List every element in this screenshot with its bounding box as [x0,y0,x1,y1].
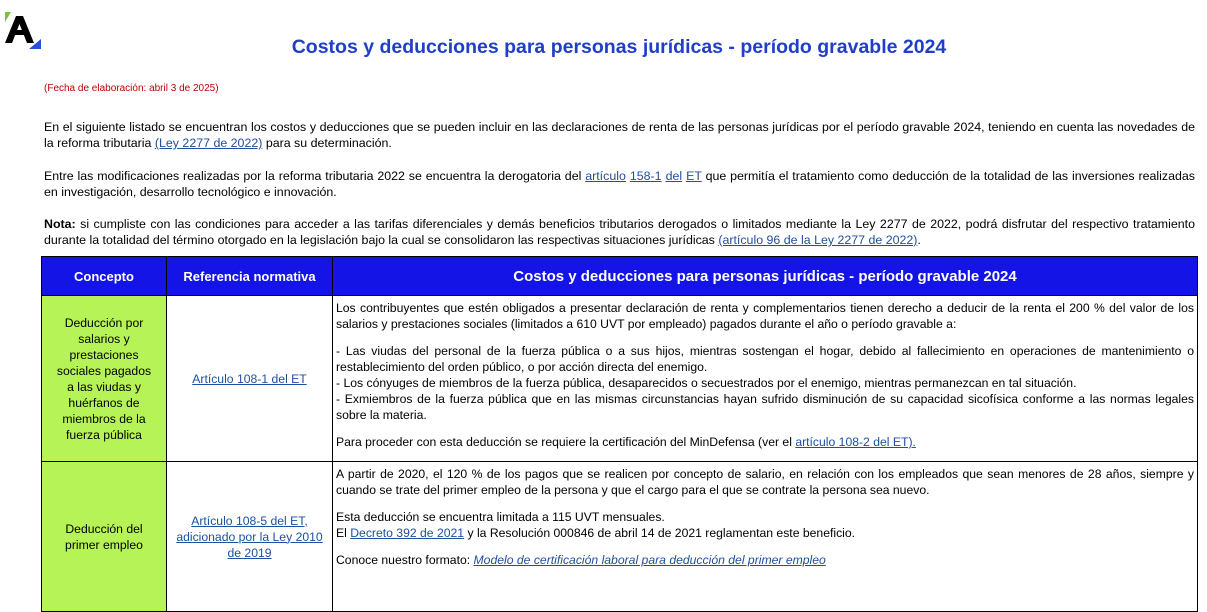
articulo-108-2-link[interactable]: artículo 108-2 del ET). [795,435,916,449]
decreto-392-link[interactable]: Decreto 392 de 2021 [350,526,465,540]
articulo-link[interactable]: artículo [585,169,626,183]
description-text: Esta deducción se encuentra limitada a 115 UVT mensuales. [336,510,665,524]
note-label: Nota: [44,217,76,231]
bullet-text: - Exmiembros de la fuerza pública que en las mismas circunstancias hayan sufrido disminución de su capacidad sicofísica conforme a las normas legales sobre la materia. [336,392,1194,422]
intro-text: que permitía el tratamiento como deducción de la totalidad de las inversiones realizadas en investigación, desarrollo tecnológico e innovación. [44,169,1195,199]
description-text [336,434,1194,450]
intro-text: para su determinación. [265,136,392,150]
bullet-text: - Los cónyuges de miembros de la fuerza pública, desaparecidos o secuestrados por el enemigo, mientras permanezcan en tal situación. [336,376,1077,390]
intro-text: si cumpliste con las condiciones para acceder a las tarifas diferenciales y demás beneficios tributarios derogados o limitados mediante la Ley 2277 de 2022, podrá disfrutar del respectivo tratamiento durante la totalidad del término otorgado en la legislación bajo la cual se consolidaron las respectivas situaciones jurídicas [44,217,1195,247]
bullet-text: - Las viudas del personal de la fuerza pública o a sus hijos, mientras sostengan el hogar, debido al fallecimiento en operaciones de mantenimiento o restablecimiento del orden público, o por acción directa del enemigo. [336,344,1194,374]
reference-cell [167,462,333,612]
header-concepto: Concepto [42,257,167,296]
concept-cell: Deducción del primer empleo [42,462,167,612]
header-referencia: Referencia normativa [167,257,333,296]
table-row [42,462,1198,612]
description-text: y la Resolución 000846 de abril 14 de 2021 reglamentan este beneficio. [467,526,856,540]
deductions-table [41,256,1198,612]
description-text [336,552,1194,568]
description-text: Los contribuyentes que estén obligados a presentar declaración de renta y complementarios tienen derecho a deducir de la renta el 200 % del valor de los salarios y prestaciones sociales (limitados a 610 UVT por empleado) pagados durante el año o período gravable a: [336,301,1194,331]
description-text: El [336,526,347,540]
description-text [336,525,1194,541]
intro-paragraph-3 [44,216,1195,248]
reference-cell [167,296,333,462]
description-cell [333,296,1198,462]
intro-text: . [917,233,921,247]
intro-text: En el siguiente listado se encuentran los costos y deducciones que se pueden incluir en las declaraciones de renta de las personas jurídicas por el período gravable 2024, teniendo en cuenta las novedades de la reforma tributaria [44,120,1195,150]
del-link[interactable]: del [665,169,683,183]
ley-2277-link[interactable]: (Ley 2277 de 2022) [154,136,263,150]
intro-paragraph-1 [44,119,1195,151]
articulo-108-5-link[interactable]: Artículo 108-5 del ET, adicionado por la Ley 2010 de 2019 [176,513,323,560]
intro-text: Entre las modificaciones realizadas por la reforma tributaria 2022 se encuentra la derogatoria del [44,169,582,183]
description-text: A partir de 2020, el 120 % de los pagos que se realicen por concepto de salario, en relación con los empleados que sean menores de 28 años, siempre y cuando se trate del primer empleo de la persona y que el cargo para el que se contrate la persona sea nuevo. [336,467,1194,497]
articulo-96-link[interactable]: (artículo 96 de la Ley 2277 de 2022) [718,233,918,247]
description-cell [333,462,1198,612]
table-header-row [42,257,1198,296]
158-1-link[interactable]: 158-1 [629,169,662,183]
intro-paragraph-2 [44,168,1195,200]
articulo-108-1-link[interactable]: Artículo 108-1 del ET [192,371,307,386]
header-descripcion: Costos y deducciones para personas jurídicas - período gravable 2024 [333,257,1198,296]
elaboration-date: (Fecha de elaboración: abril 3 de 2025) [44,83,219,94]
modelo-certificacion-link[interactable]: Modelo de certificación laboral para deducción del primer empleo [473,553,826,567]
page-title: Costos y deducciones para personas jurídicas - período gravable 2024 [291,36,947,58]
et-link[interactable]: ET [686,169,702,183]
table-row [42,296,1198,462]
concept-cell: Deducción por salarios y prestaciones sociales pagados a las viudas y huérfanos de miembros de la fuerza pública [42,296,167,462]
description-text: Para proceder con esta deducción se requiere la certificación del MinDefensa (ver el [336,435,792,449]
description-text: Conoce nuestro formato: [336,553,471,567]
